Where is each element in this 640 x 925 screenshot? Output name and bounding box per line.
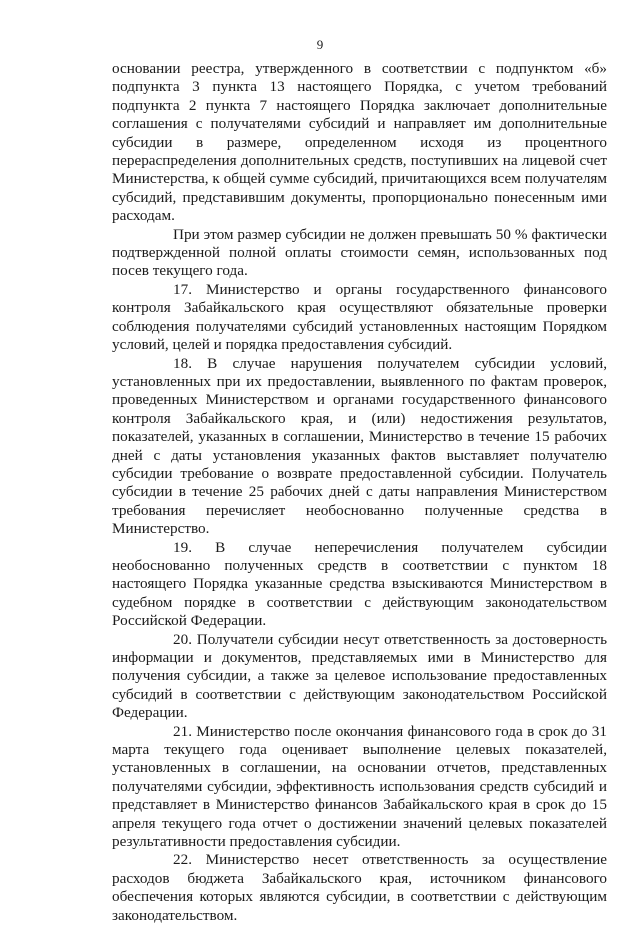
document-body: [112, 60, 607, 925]
paragraph-21: 21. Министерство после окончания финансового года в срок до 31 марта текущего года оценивает выполнение целевых показателей, установленных в соглашении, на основании отчетов, представленных получателями субсидии, эффективность использования средств субсидий и представляет в Министерство финансов Забайкальского края в срок до 15 апреля текущего года отчет о достижении значений целевых показателей результативности предоставления субсидии.: [112, 722, 607, 851]
paragraph-continuation: основании реестра, утвержденного в соответствии с подпунктом «б» подпункта 3 пункта 13 настоящего Порядка, с учетом требований подпункта 2 пункта 7 настоящего Порядка заключает дополнительные соглашения с получателями субсидий и направляет им дополнительные субсидии в размере, определенном исходя из процентного перераспределения дополнительных средств, поступивших на лицевой счет Министерства, к общей сумме субсидий, причитающихся всем получателям субсидий, представившим документы, пропорционально понесенным ими расходам.: [112, 60, 607, 225]
paragraph-22: 22. Министерство несет ответственность за осуществление расходов бюджета Забайкальского края, источником финансового обеспечения которых являются субсидии, в соответствии с действующим законодательством.: [112, 851, 607, 924]
paragraph-20: 20. Получатели субсидии несут ответственность за достоверность информации и документов, представляемых ими в Министерство для получения субсидии, а также за целевое использование предоставленных субсидий в соответствии с действующим законодательством Российской Федерации.: [112, 630, 607, 722]
paragraph-18: 18. В случае нарушения получателем субсидии условий, установленных при их предоставлении, выявленного по фактам проверок, проведенных Министерством и органами государственного финансового контроля Забайкальского края, и (или) недостижения результатов, показателей, указанных в соглашении, Министерство в течение 15 рабочих дней с даты установления указанных фактов выставляет получателю субсидии требование о возврате предоставленной субсидии. Получатель субсидии в течение 25 рабочих дней с даты направления Министерством требования перечисляет необоснованно полученные средства в Министерство.: [112, 354, 607, 538]
paragraph-19: 19. В случае неперечисления получателем субсидии необоснованно полученных средств в соответствии с пунктом 18 настоящего Порядка указанные средства взыскиваются Министерством в судебном порядке в соответствии с действующим законодательством Российской Федерации.: [112, 538, 607, 630]
paragraph-subsidy-limit: При этом размер субсидии не должен превышать 50 % фактически подтвержденной полной оплаты стоимости семян, использованных под посев текущего года.: [112, 225, 607, 280]
page-number: 9: [316, 37, 324, 52]
paragraph-17: 17. Министерство и органы государственного финансового контроля Забайкальского края осуществляют обязательные проверки соблюдения получателями субсидий установленных настоящим Порядком условий, целей и порядка предоставления субсидий.: [112, 280, 607, 354]
